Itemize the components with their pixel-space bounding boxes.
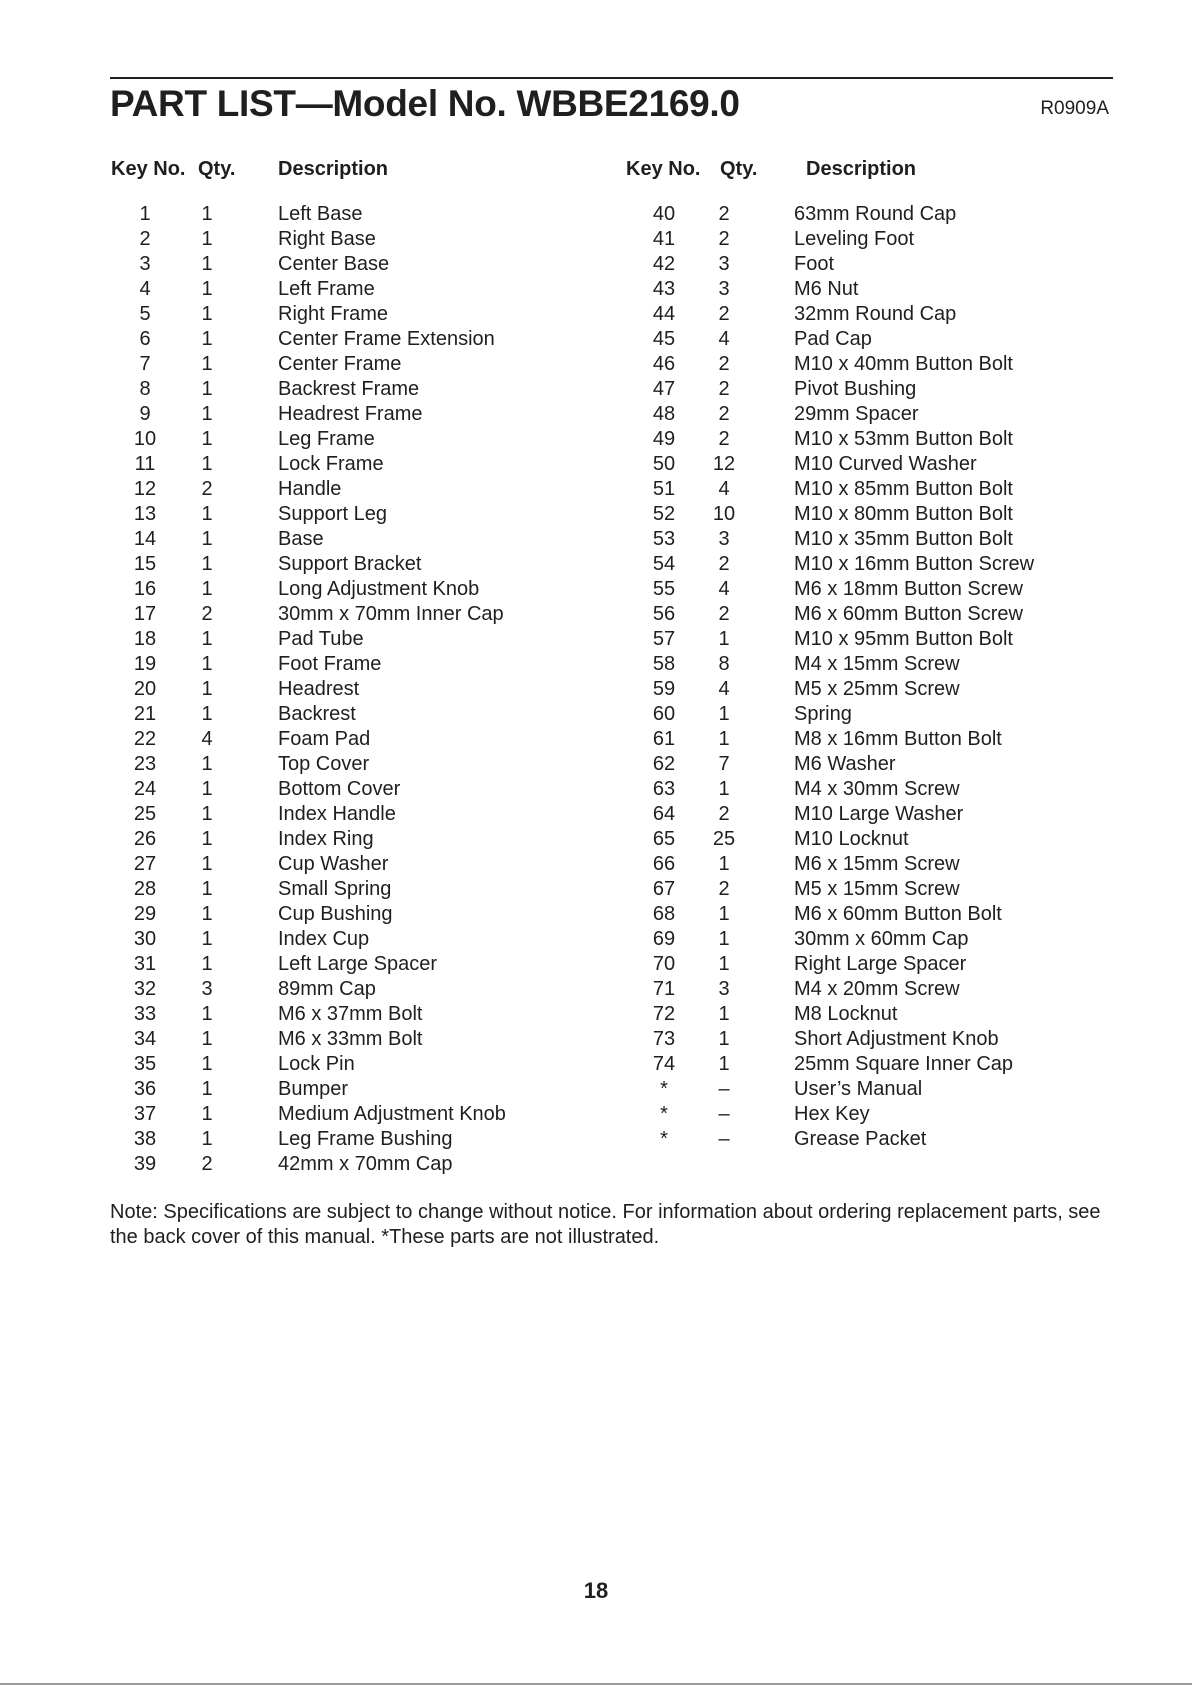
key-no-cell: 53 [652,528,676,550]
key-no-cell: 28 [133,878,157,900]
description-cell: Center Frame [278,353,402,375]
description-cell: M10 Large Washer [794,803,964,825]
description-cell: M6 x 18mm Button Screw [794,578,1023,600]
qty-cell: – [718,1078,730,1100]
description-cell: Bottom Cover [278,778,401,800]
key-no-cell: 59 [652,678,676,700]
key-no-cell: 66 [652,853,676,875]
document-code: R0909A [1040,98,1109,119]
qty-cell: 8 [718,653,730,675]
key-no-cell: 11 [134,453,156,475]
description-cell: Index Cup [278,928,370,950]
qty-cell: 1 [201,953,213,975]
key-no-cell: 74 [652,1053,676,1075]
qty-cell: 1 [718,628,730,650]
qty-cell: 2 [718,378,730,400]
qty-cell: 2 [718,303,730,325]
qty-cell: 1 [718,953,730,975]
description-cell: M4 x 30mm Screw [794,778,960,800]
key-no-cell: 48 [652,403,676,425]
key-no-cell: 17 [133,603,157,625]
qty-cell: 2 [718,878,730,900]
description-cell: Pad Cap [794,328,872,350]
qty-cell: 12 [712,453,736,475]
key-no-cell: 13 [133,503,157,525]
key-no-cell: 60 [652,703,676,725]
description-cell: M10 x 80mm Button Bolt [794,503,1013,525]
qty-cell: 3 [718,278,730,300]
description-cell: Long Adjustment Knob [278,578,480,600]
qty-cell: 4 [718,478,730,500]
key-no-cell: 16 [133,578,157,600]
qty-cell: 1 [201,1053,213,1075]
qty-cell: 1 [201,553,213,575]
key-no-cell: 54 [652,553,676,575]
qty-cell: 1 [201,903,213,925]
key-no-header: Key No. [626,158,701,180]
qty-cell: 1 [201,203,213,225]
description-cell: M6 x 37mm Bolt [278,1003,423,1025]
description-cell: Hex Key [794,1103,870,1125]
description-cell: M6 x 33mm Bolt [278,1028,423,1050]
key-no-cell: 15 [133,553,157,575]
description-cell: Top Cover [278,753,370,775]
description-cell: Left Base [278,203,363,225]
description-cell: Right Base [278,228,376,250]
key-no-cell: * [660,1078,668,1100]
qty-cell: 1 [201,453,213,475]
qty-cell: 1 [201,503,213,525]
top-rule [110,77,1113,79]
description-cell: M10 x 16mm Button Screw [794,553,1035,575]
key-no-cell: 31 [133,953,157,975]
description-cell: Right Large Spacer [794,953,967,975]
qty-cell: 1 [201,403,213,425]
description-cell: Cup Bushing [278,903,393,925]
description-cell: Leveling Foot [794,228,915,250]
description-cell: Lock Frame [278,453,384,475]
description-cell: Backrest Frame [278,378,420,400]
key-no-cell: 43 [652,278,676,300]
key-no-cell: 19 [133,653,157,675]
qty-cell: 1 [201,653,213,675]
key-no-cell: 22 [133,728,157,750]
qty-cell: 3 [718,528,730,550]
description-cell: Center Base [278,253,390,275]
key-no-cell: 4 [139,278,151,300]
description-cell: M6 x 60mm Button Screw [794,603,1023,625]
qty-cell: 1 [201,578,213,600]
key-no-cell: 50 [652,453,676,475]
description-cell: M6 Nut [794,278,859,300]
description-cell: Pivot Bushing [794,378,917,400]
description-cell: Spring [794,703,852,725]
qty-cell: 2 [718,403,730,425]
qty-cell: 1 [718,928,730,950]
key-no-cell: 9 [139,403,151,425]
qty-cell: 1 [201,803,213,825]
key-no-cell: 24 [133,778,157,800]
description-header: Description [278,158,389,180]
description-cell: Support Bracket [278,553,422,575]
key-no-cell: 61 [652,728,676,750]
qty-cell: 1 [201,303,213,325]
qty-cell: 2 [201,478,213,500]
qty-cell: 25 [712,828,736,850]
key-no-cell: 56 [652,603,676,625]
description-cell: Bumper [278,1078,349,1100]
qty-cell: 1 [201,878,213,900]
qty-cell: 2 [718,228,730,250]
description-cell: M10 x 35mm Button Bolt [794,528,1013,550]
qty-cell: 1 [718,1003,730,1025]
key-no-cell: 73 [652,1028,676,1050]
key-no-cell: 29 [133,903,157,925]
description-cell: 30mm x 70mm Inner Cap [278,603,504,625]
description-cell: 25mm Square Inner Cap [794,1053,1014,1075]
description-cell: Backrest [278,703,356,725]
qty-cell: 1 [718,853,730,875]
description-cell: 30mm x 60mm Cap [794,928,969,950]
key-no-cell: 39 [133,1153,157,1175]
description-cell: Handle [278,478,342,500]
description-cell: M10 Locknut [794,828,909,850]
key-no-cell: 42 [652,253,676,275]
key-no-cell: 40 [652,203,676,225]
description-cell: M10 x 53mm Button Bolt [794,428,1013,450]
key-no-cell: 20 [133,678,157,700]
description-cell: Index Handle [278,803,396,825]
key-no-cell: 3 [139,253,151,275]
key-no-cell: 32 [133,978,157,1000]
qty-cell: 1 [201,853,213,875]
qty-cell: 1 [201,328,213,350]
key-no-cell: 65 [652,828,676,850]
description-cell: Support Leg [278,503,387,525]
qty-cell: 1 [201,1078,213,1100]
key-no-cell: 7 [139,353,151,375]
qty-cell: 1 [201,753,213,775]
key-no-cell: 2 [139,228,151,250]
description-cell: M10 Curved Washer [794,453,977,475]
qty-cell: 1 [201,1003,213,1025]
qty-cell: 1 [201,228,213,250]
description-cell: M8 x 16mm Button Bolt [794,728,1002,750]
qty-cell: 4 [201,728,213,750]
key-no-cell: 62 [652,753,676,775]
key-no-cell: 71 [652,978,676,1000]
key-no-cell: 55 [652,578,676,600]
qty-cell: 1 [718,903,730,925]
key-no-cell: 67 [652,878,676,900]
description-cell: Pad Tube [278,628,364,650]
key-no-cell: 63 [652,778,676,800]
key-no-cell: 12 [133,478,157,500]
qty-cell: 1 [718,728,730,750]
qty-cell: 7 [718,753,730,775]
page-number: 18 [583,1578,609,1603]
description-cell: Medium Adjustment Knob [278,1103,506,1125]
key-no-cell: 34 [133,1028,157,1050]
description-cell: Right Frame [278,303,389,325]
key-no-cell: 46 [652,353,676,375]
description-cell: Cup Washer [278,853,389,875]
key-no-cell: 6 [139,328,151,350]
qty-cell: 2 [718,428,730,450]
description-cell: Foot [794,253,835,275]
description-cell: M5 x 25mm Screw [794,678,960,700]
description-cell: 29mm Spacer [794,403,919,425]
qty-cell: 3 [718,978,730,1000]
qty-cell: 1 [201,928,213,950]
description-cell: M6 Washer [794,753,896,775]
key-no-cell: 41 [652,228,676,250]
qty-cell: 4 [718,678,730,700]
description-cell: M6 x 15mm Screw [794,853,960,875]
description-cell: M10 x 40mm Button Bolt [794,353,1013,375]
qty-cell: 2 [718,553,730,575]
qty-cell: 1 [718,703,730,725]
key-no-cell: 10 [133,428,157,450]
qty-cell: 1 [201,1103,213,1125]
qty-cell: 1 [201,1128,213,1150]
key-no-header: Key No. [111,158,186,180]
qty-cell: 1 [201,778,213,800]
description-cell: Headrest [278,678,360,700]
qty-cell: 10 [712,503,736,525]
qty-cell: 1 [718,1028,730,1050]
qty-cell: 1 [201,678,213,700]
key-no-cell: 57 [652,628,676,650]
description-cell: Foam Pad [278,728,371,750]
qty-cell: – [718,1128,730,1150]
key-no-cell: 58 [652,653,676,675]
key-no-cell: 18 [133,628,157,650]
description-cell: Short Adjustment Knob [794,1028,999,1050]
footnote: Note: Specifications are subject to change without notice. For information about ordering replacement parts, see the back cover of this manual. *These parts are not illustrated. [110,1201,1101,1248]
key-no-cell: 1 [139,203,151,225]
qty-header: Qty. [720,158,758,180]
description-cell: 89mm Cap [278,978,376,1000]
qty-header: Qty. [198,158,236,180]
qty-cell: 4 [718,328,730,350]
key-no-cell: 44 [652,303,676,325]
qty-cell: 2 [718,803,730,825]
key-no-cell: 23 [133,753,157,775]
key-no-cell: 14 [133,528,157,550]
description-cell: Small Spring [278,878,392,900]
qty-cell: 4 [718,578,730,600]
qty-cell: 2 [718,353,730,375]
description-cell: M5 x 15mm Screw [794,878,960,900]
key-no-cell: 69 [652,928,676,950]
key-no-cell: 25 [133,803,157,825]
qty-cell: 1 [201,1028,213,1050]
key-no-cell: 8 [139,378,151,400]
qty-cell: 1 [201,528,213,550]
key-no-cell: 37 [133,1103,157,1125]
description-cell: 63mm Round Cap [794,203,957,225]
key-no-cell: 52 [652,503,676,525]
key-no-cell: 72 [652,1003,676,1025]
key-no-cell: 38 [133,1128,157,1150]
key-no-cell: 36 [133,1078,157,1100]
qty-cell: 1 [201,378,213,400]
key-no-cell: 49 [652,428,676,450]
qty-cell: – [718,1103,730,1125]
description-cell: Left Large Spacer [278,953,437,975]
key-no-cell: 47 [652,378,676,400]
description-header: Description [806,158,917,180]
key-no-cell: 51 [652,478,676,500]
key-no-cell: 5 [139,303,151,325]
description-cell: Foot Frame [278,653,382,675]
description-cell: 42mm x 70mm Cap [278,1153,453,1175]
qty-cell: 1 [201,828,213,850]
description-cell: Center Frame Extension [278,328,495,350]
description-cell: Base [278,528,324,550]
description-cell: Lock Pin [278,1053,355,1075]
description-cell: M4 x 20mm Screw [794,978,960,1000]
qty-cell: 1 [201,253,213,275]
description-cell: Index Ring [278,828,374,850]
key-no-cell: 35 [133,1053,157,1075]
qty-cell: 1 [201,278,213,300]
qty-cell: 1 [718,1053,730,1075]
description-cell: User’s Manual [794,1078,923,1100]
qty-cell: 1 [201,703,213,725]
qty-cell: 1 [201,353,213,375]
key-no-cell: 27 [133,853,157,875]
description-cell: Left Frame [278,278,375,300]
qty-cell: 1 [201,628,213,650]
key-no-cell: 45 [652,328,676,350]
qty-cell: 3 [718,253,730,275]
description-cell: M6 x 60mm Button Bolt [794,903,1002,925]
qty-cell: 2 [718,203,730,225]
qty-cell: 1 [201,428,213,450]
description-cell: M10 x 95mm Button Bolt [794,628,1013,650]
description-cell: M10 x 85mm Button Bolt [794,478,1013,500]
qty-cell: 2 [718,603,730,625]
key-no-cell: 33 [133,1003,157,1025]
key-no-cell: 26 [133,828,157,850]
description-cell: 32mm Round Cap [794,303,957,325]
qty-cell: 2 [201,603,213,625]
key-no-cell: * [660,1103,668,1125]
description-cell: Leg Frame Bushing [278,1128,453,1150]
key-no-cell: 64 [652,803,676,825]
key-no-cell: 68 [652,903,676,925]
key-no-cell: 70 [652,953,676,975]
description-cell: M8 Locknut [794,1003,898,1025]
key-no-cell: 21 [133,703,157,725]
description-cell: Headrest Frame [278,403,423,425]
description-cell: M4 x 15mm Screw [794,653,960,675]
page-title: PART LIST—Model No. WBBE2169.0 [110,83,740,124]
qty-cell: 1 [718,778,730,800]
key-no-cell: 30 [133,928,157,950]
qty-cell: 2 [201,1153,213,1175]
key-no-cell: * [660,1128,668,1150]
description-cell: Grease Packet [794,1128,927,1150]
qty-cell: 3 [201,978,213,1000]
description-cell: Leg Frame [278,428,375,450]
